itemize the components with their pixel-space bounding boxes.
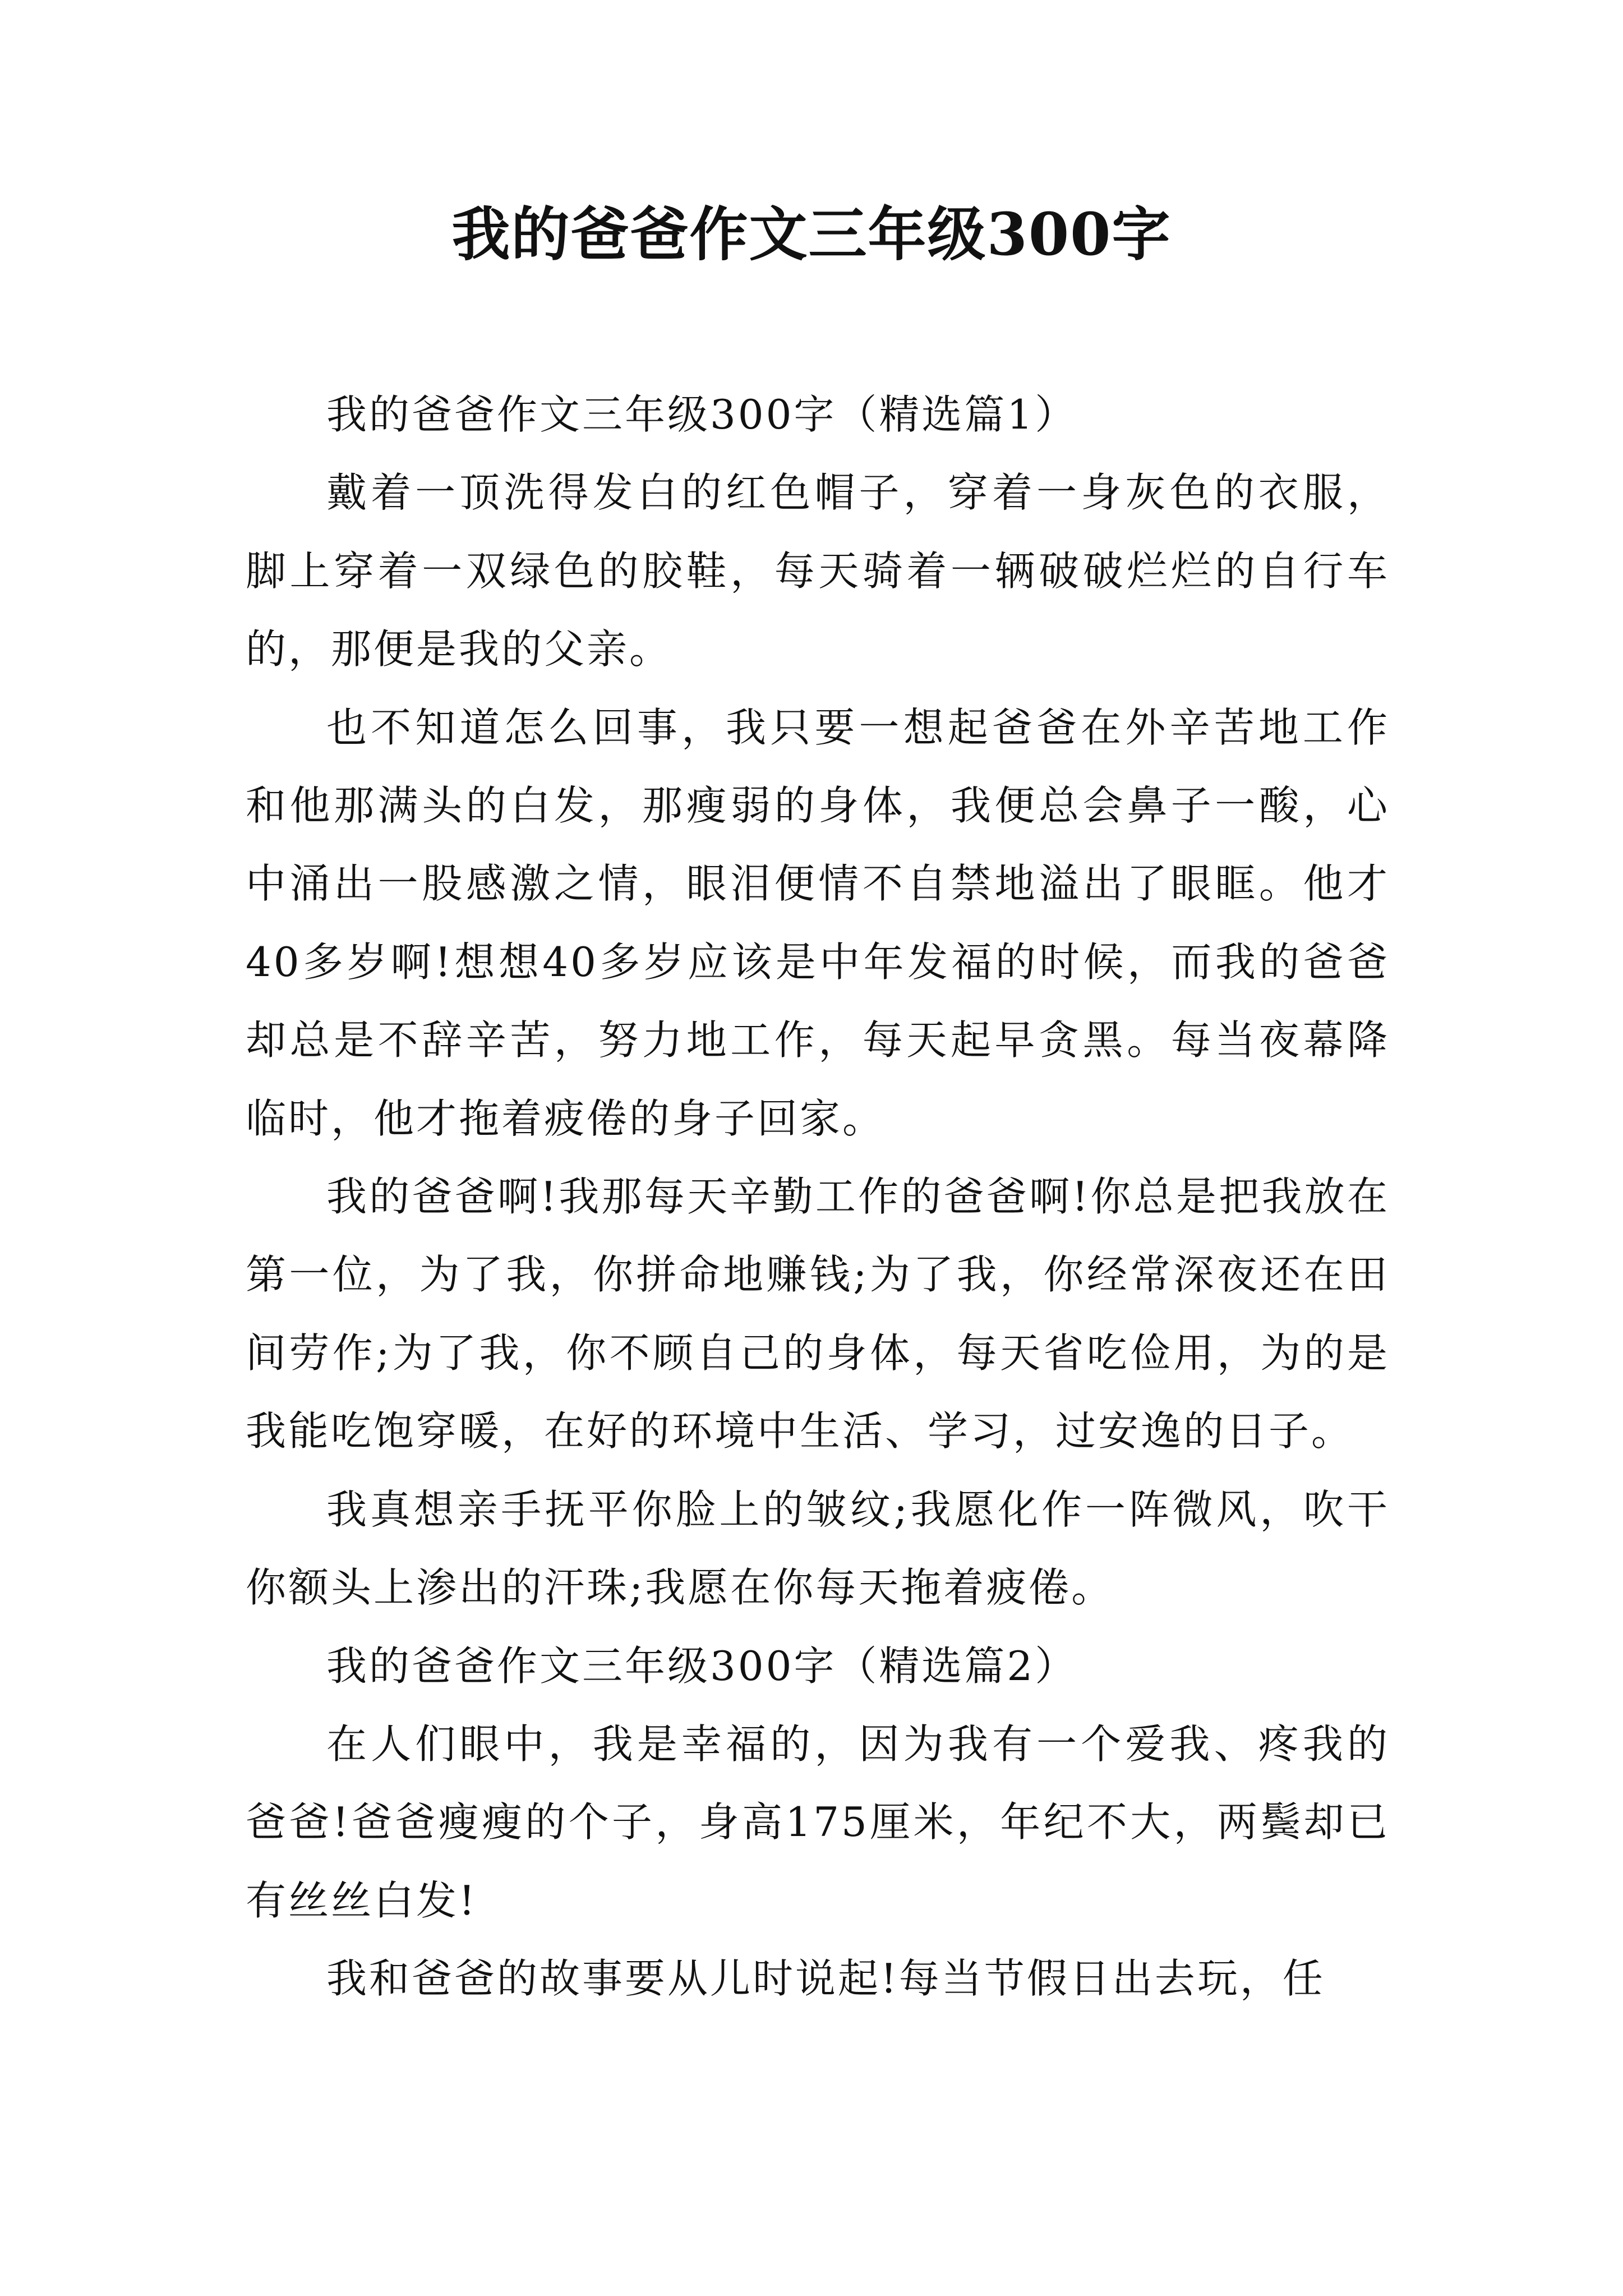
- section-heading-1: 我的爸爸作文三年级300字（精选篇1）: [326, 391, 1078, 438]
- paragraph: 我和爸爸的故事要从儿时说起!每当节假日出去玩，任: [326, 1955, 1325, 2003]
- paragraph: 也不知道怎么回事，我只要一想起爸爸在外辛苦地工作和他那满头的白发，那瘦弱的身体，我便总会鼻子一酸，心中涌出一股感激之情，眼泪便情不自禁地溢出了眼眶。他才40多岁啊!想想40多岁应该是中年发福的时候，而我的爸爸却总是不辞辛苦，努力地工作，每天起早贪黑。每当夜幕降临时，他才拖着疲倦的身子回家。: [246, 703, 1390, 1142]
- paragraph: 在人们眼中，我是幸福的，因为我有一个爱我、疼我的爸爸!爸爸瘦瘦的个子，身高175厘米，年纪不大，两鬓却已有丝丝白发!: [246, 1720, 1390, 1924]
- paragraph: 我真想亲手抚平你脸上的皱纹;我愿化作一阵微风，吹干你额头上渗出的汗珠;我愿在你每天拖着疲倦。: [246, 1485, 1390, 1612]
- document-body: [246, 376, 1390, 2018]
- paragraph: 戴着一顶洗得发白的红色帽子，穿着一身灰色的衣服，脚上穿着一双绿色的胶鞋，每天骑着一辆破破烂烂的自行车的，那便是我的父亲。: [246, 469, 1390, 673]
- paragraph: 我的爸爸啊!我那每天辛勤工作的爸爸啊!你总是把我放在第一位，为了我，你拼命地赚钱;为了我，你经常深夜还在田间劳作;为了我，你不顾自己的身体，每天省吃俭用，为的是我能吃饱穿暖，在好的环境中生活、学习，过安逸的日子。: [246, 1173, 1390, 1455]
- document-title: 我的爸爸作文三年级300字: [451, 200, 1172, 269]
- section-heading-2: 我的爸爸作文三年级300字（精选篇2）: [326, 1642, 1078, 1690]
